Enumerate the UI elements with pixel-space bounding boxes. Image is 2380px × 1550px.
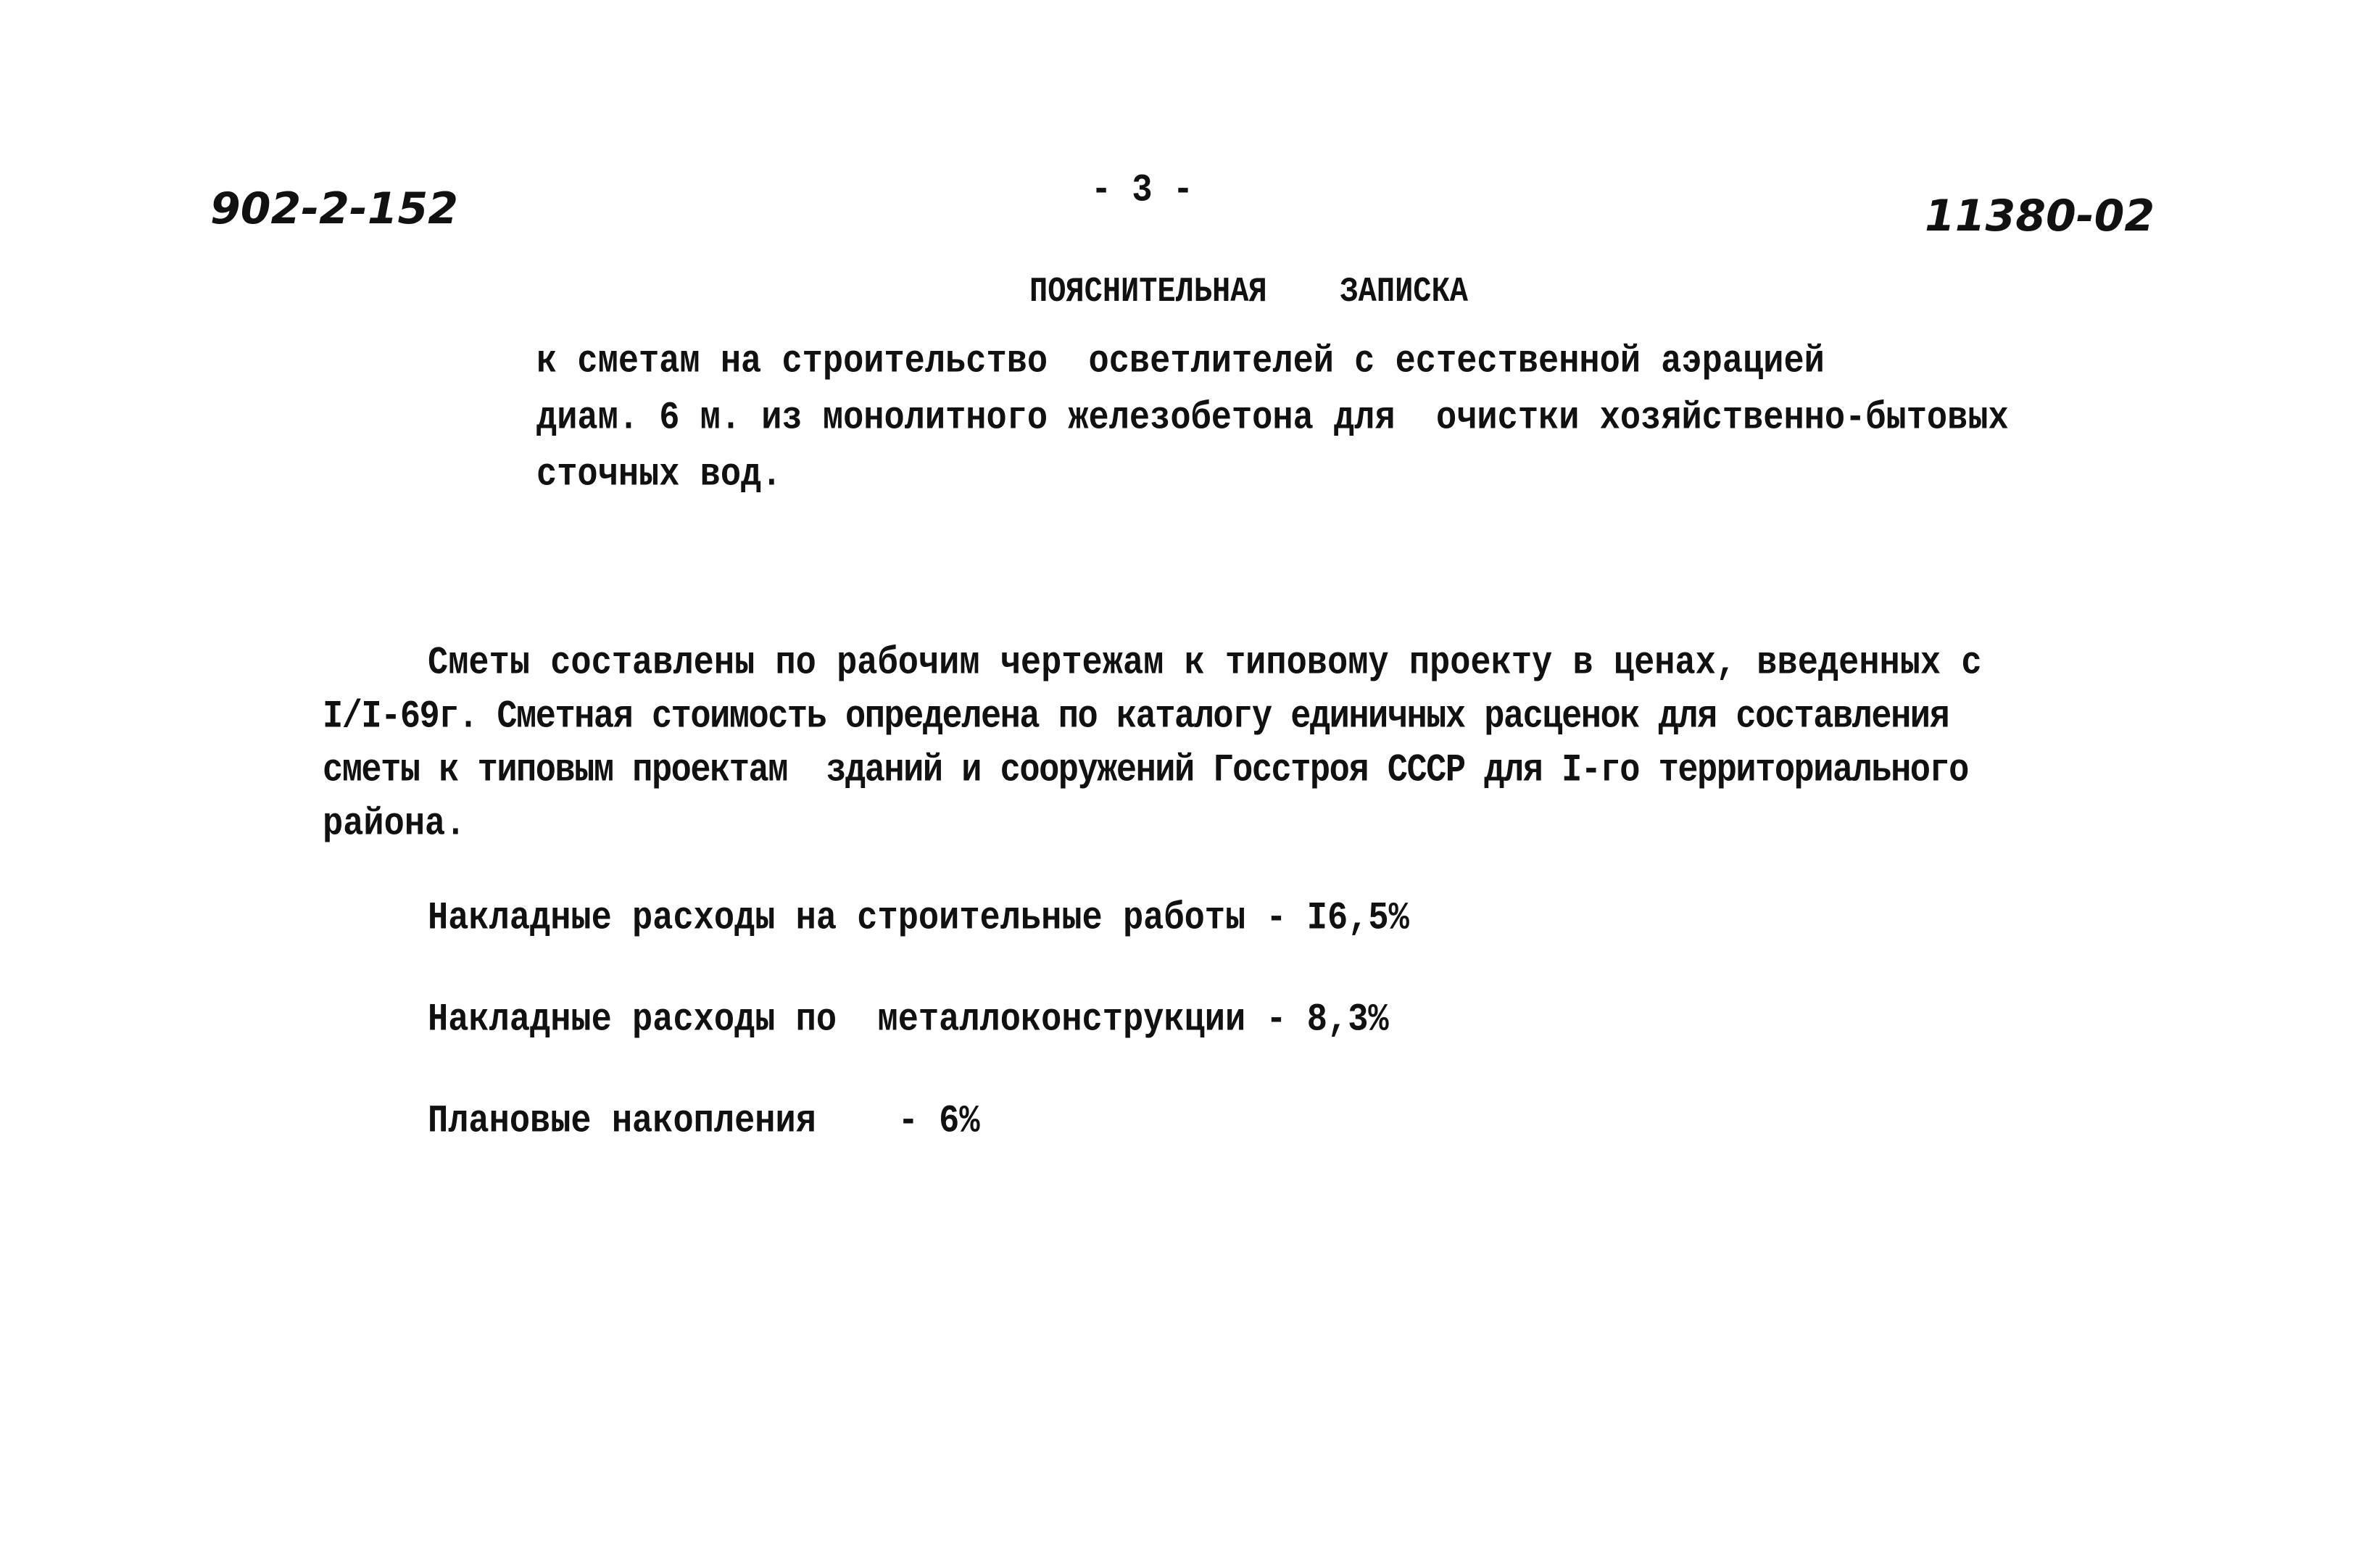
overhead-metal-item: Накладные расходы по металлоконструкции - 8,3% — [428, 998, 1389, 1043]
subtitle-line: сточных вод. — [536, 452, 782, 497]
page-number: - 3 - — [1091, 168, 1194, 213]
planned-savings-item: Плановые накопления - 6% — [428, 1099, 980, 1144]
paragraph-line: I/I-69г. Сметная стоимость определена по каталогу единичных расценок для составления — [323, 695, 1949, 739]
paragraph-line: сметы к типовым проектам зданий и сооружений Госстроя СССР для I-го территориального — [323, 748, 1968, 793]
overhead-construction-item: Накладные расходы на строительные работы - I6,5% — [428, 896, 1409, 941]
document-title: ПОЯСНИТЕЛЬНАЯ ЗАПИСКА — [1029, 271, 1468, 312]
doc-code-right: 11380-02 — [1925, 191, 2155, 241]
subtitle-line: к сметам на строительство осветлителей с естественной аэрацией — [536, 339, 1825, 384]
subtitle-line: диам. 6 м. из монолитного железобетона для очистки хозяйственно-бытовых — [536, 396, 2009, 441]
paragraph-line: Сметы составлены по рабочим чертежам к типовому проекту в ценах, введенных с — [428, 641, 1982, 686]
paragraph-line: района. — [323, 802, 466, 847]
doc-code-left: 902-2-152 — [210, 183, 459, 234]
